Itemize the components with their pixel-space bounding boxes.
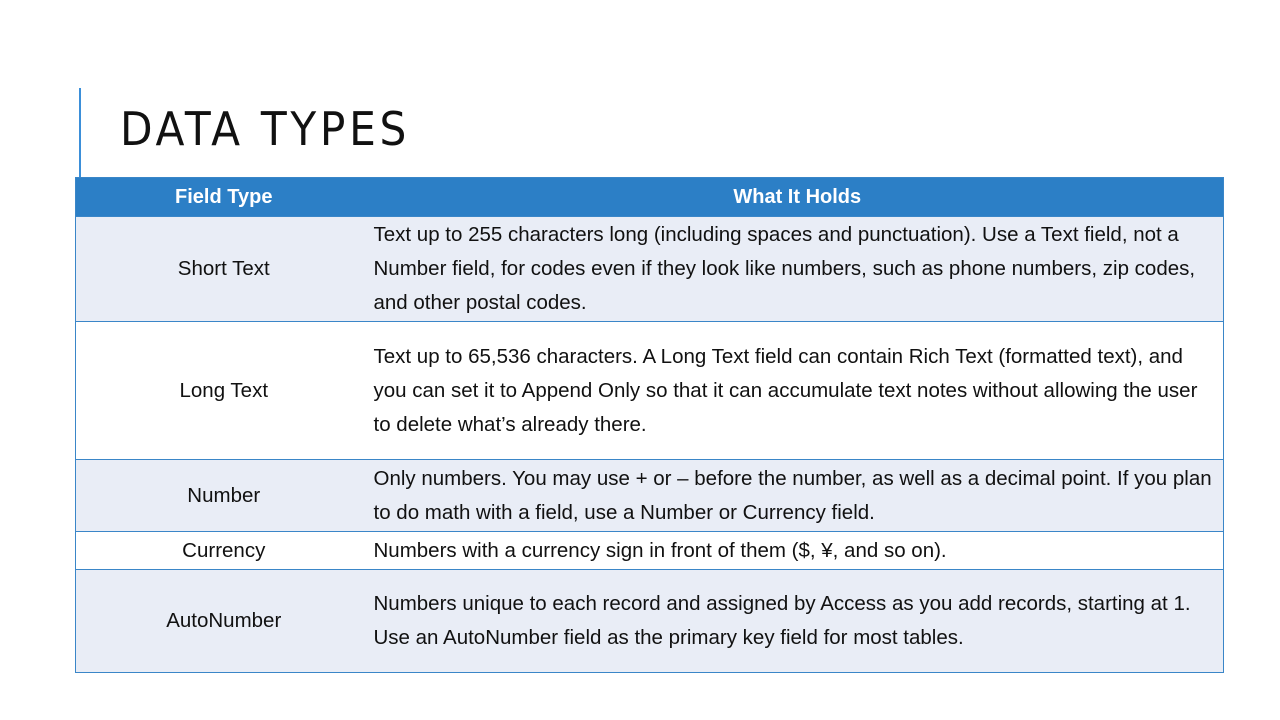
data-types-table-container [75, 177, 1223, 669]
description-cell: Only numbers. You may use + or – before the number, as well as a decimal point. If you plan to do math with a field, use a Number or Currency field. [372, 460, 1224, 532]
description-cell: Numbers unique to each record and assigned by Access as you add records, starting at 1. Use an AutoNumber field as the primary key field for most tables. [372, 570, 1224, 673]
table-header-row [76, 178, 1224, 217]
table-row [76, 532, 1224, 570]
title-accent-line [79, 88, 81, 178]
table-row [76, 322, 1224, 460]
description-cell: Numbers with a currency sign in front of them ($, ¥, and so on). [372, 532, 1224, 570]
description-cell: Text up to 255 characters long (including spaces and punctuation). Use a Text field, not a Number field, for codes even if they look like numbers, such as phone numbers, zip codes, and other postal codes. [372, 217, 1224, 322]
field-type-cell: AutoNumber [76, 570, 372, 673]
description-cell: Text up to 65,536 characters. A Long Text field can contain Rich Text (formatted text), and you can set it to Append Only so that it can accumulate text notes without allowing the user to delete what’s already there. [372, 322, 1224, 460]
slide-title: DATA TYPES [120, 102, 411, 156]
field-type-cell: Number [76, 460, 372, 532]
header-what-it-holds: What It Holds [372, 178, 1224, 217]
field-type-cell: Short Text [76, 217, 372, 322]
table-row [76, 217, 1224, 322]
data-types-table [75, 177, 1224, 673]
field-type-cell: Currency [76, 532, 372, 570]
table-row [76, 460, 1224, 532]
field-type-cell: Long Text [76, 322, 372, 460]
table-row [76, 570, 1224, 673]
header-field-type: Field Type [76, 178, 372, 217]
